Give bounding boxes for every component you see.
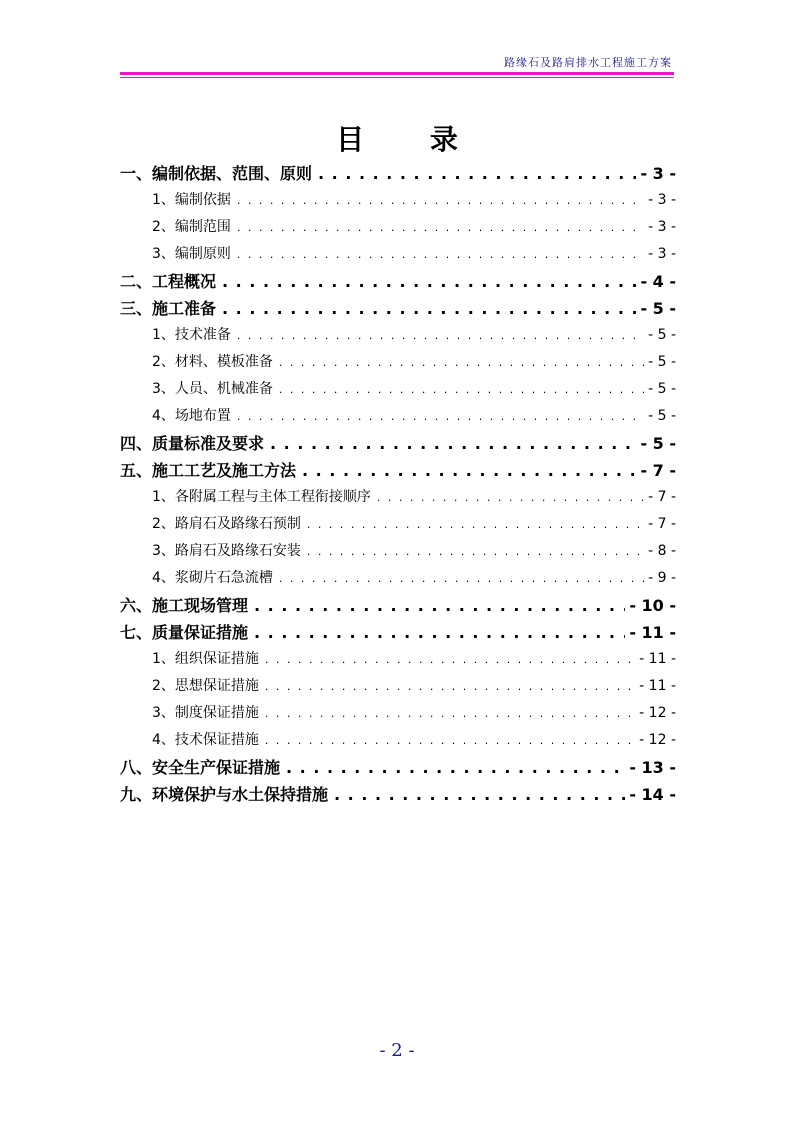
toc-entry-section[interactable]	[120, 727, 676, 754]
toc-entry-page: - 12 -	[639, 705, 676, 721]
toc-leader-dots	[237, 214, 644, 241]
toc-entry-label: 五、施工工艺及施工方法	[120, 461, 297, 480]
toc-entry-label: 2、编制范围	[152, 219, 231, 235]
toc-leader-dots	[279, 565, 644, 592]
toc-entry-chapter[interactable]	[120, 295, 676, 322]
toc-entry-page: - 3 -	[648, 192, 676, 208]
toc-entry-label: 1、组织保证措施	[152, 651, 259, 667]
toc-entry-chapter[interactable]	[120, 619, 676, 646]
toc-leader-dots	[222, 268, 636, 295]
toc-entry-section[interactable]	[120, 565, 676, 592]
toc-entry-page: - 7 -	[648, 516, 676, 532]
toc-entry-page: - 4 -	[640, 272, 676, 291]
toc-entry-page: - 12 -	[639, 732, 676, 748]
toc-entry-page: - 7 -	[648, 489, 676, 505]
toc-entry-section[interactable]	[120, 214, 676, 241]
toc-entry-section[interactable]	[120, 376, 676, 403]
toc-entry-section[interactable]	[120, 403, 676, 430]
toc-entry-label: 4、技术保证措施	[152, 732, 259, 748]
toc-leader-dots	[302, 457, 636, 484]
toc-heading: 目 录	[336, 123, 486, 156]
toc-leader-dots	[254, 592, 625, 619]
toc-leader-dots	[307, 511, 644, 538]
toc-entry-label: 2、材料、模板准备	[152, 354, 273, 370]
toc-entry-page: - 11 -	[639, 678, 676, 694]
toc-leader-dots	[307, 538, 644, 565]
toc-leader-dots	[270, 430, 636, 457]
toc-leader-dots	[286, 754, 625, 781]
toc-entry-page: - 3 -	[648, 219, 676, 235]
toc-entry-page: - 13 -	[629, 758, 676, 777]
toc-leader-dots	[237, 322, 644, 349]
toc-leader-dots	[254, 619, 625, 646]
toc-entry-page: - 9 -	[648, 570, 676, 586]
toc-entry-page: - 5 -	[640, 434, 676, 453]
page-number: - 2 -	[379, 1040, 415, 1061]
toc-leader-dots	[265, 673, 635, 700]
toc-entry-page: - 14 -	[629, 785, 676, 804]
toc-entry-section[interactable]	[120, 511, 676, 538]
header-rule-thick	[120, 72, 674, 75]
toc-entry-page: - 11 -	[629, 623, 676, 642]
toc-entry-label: 3、编制原则	[152, 246, 231, 262]
toc-entry-label: 4、场地布置	[152, 408, 231, 424]
toc-entry-page: - 8 -	[648, 543, 676, 559]
toc-entry-label: 六、施工现场管理	[120, 596, 249, 615]
toc-entry-page: - 5 -	[648, 327, 676, 343]
table-of-contents	[120, 160, 676, 808]
running-header-title: 路缘石及路肩排水工程施工方案	[504, 56, 672, 69]
toc-entry-label: 1、各附属工程与主体工程衔接顺序	[152, 489, 371, 505]
toc-leader-dots	[222, 295, 636, 322]
header-rule-thin	[120, 77, 674, 78]
toc-entry-label: 1、编制依据	[152, 192, 231, 208]
toc-entry-label: 三、施工准备	[120, 299, 217, 318]
toc-entry-chapter[interactable]	[120, 754, 676, 781]
toc-entry-label: 3、人员、机械准备	[152, 381, 273, 397]
toc-entry-section[interactable]	[120, 187, 676, 214]
toc-entry-label: 2、路肩石及路缘石预制	[152, 516, 301, 532]
toc-entry-page: - 5 -	[648, 381, 676, 397]
toc-leader-dots	[265, 646, 635, 673]
toc-leader-dots	[237, 187, 644, 214]
toc-entry-section[interactable]	[120, 349, 676, 376]
toc-leader-dots	[237, 403, 644, 430]
toc-entry-page: - 3 -	[640, 164, 676, 183]
toc-leader-dots	[265, 700, 635, 727]
toc-entry-label: 四、质量标准及要求	[120, 434, 265, 453]
toc-entry-label: 二、工程概况	[120, 272, 217, 291]
toc-entry-page: - 5 -	[648, 354, 676, 370]
toc-entry-page: - 11 -	[639, 651, 676, 667]
toc-entry-section[interactable]	[120, 322, 676, 349]
toc-leader-dots	[334, 781, 625, 808]
toc-leader-dots	[279, 376, 644, 403]
toc-entry-section[interactable]	[120, 646, 676, 673]
toc-entry-label: 2、思想保证措施	[152, 678, 259, 694]
toc-entry-label: 1、技术准备	[152, 327, 231, 343]
toc-entry-page: - 10 -	[629, 596, 676, 615]
toc-entry-chapter[interactable]	[120, 268, 676, 295]
toc-entry-chapter[interactable]	[120, 592, 676, 619]
toc-entry-section[interactable]	[120, 484, 676, 511]
toc-leader-dots	[318, 160, 636, 187]
toc-entry-label: 七、质量保证措施	[120, 623, 249, 642]
toc-entry-section[interactable]	[120, 700, 676, 727]
toc-entry-label: 八、安全生产保证措施	[120, 758, 281, 777]
toc-entry-label: 4、浆砌片石急流槽	[152, 570, 273, 586]
toc-leader-dots	[377, 484, 644, 511]
toc-entry-label: 3、路肩石及路缘石安装	[152, 543, 301, 559]
toc-leader-dots	[237, 241, 644, 268]
toc-entry-chapter[interactable]	[120, 457, 676, 484]
toc-entry-section[interactable]	[120, 241, 676, 268]
toc-entry-chapter[interactable]	[120, 430, 676, 457]
toc-entry-page: - 7 -	[640, 461, 676, 480]
toc-entry-page: - 3 -	[648, 246, 676, 262]
toc-entry-label: 九、环境保护与水土保持措施	[120, 785, 329, 804]
toc-entry-page: - 5 -	[648, 408, 676, 424]
toc-entry-chapter[interactable]	[120, 781, 676, 808]
toc-entry-page: - 5 -	[640, 299, 676, 318]
toc-entry-section[interactable]	[120, 538, 676, 565]
toc-entry-section[interactable]	[120, 673, 676, 700]
toc-entry-chapter[interactable]	[120, 160, 676, 187]
toc-leader-dots	[279, 349, 644, 376]
toc-entry-label: 3、制度保证措施	[152, 705, 259, 721]
toc-leader-dots	[265, 727, 635, 754]
toc-entry-label: 一、编制依据、范围、原则	[120, 164, 313, 183]
